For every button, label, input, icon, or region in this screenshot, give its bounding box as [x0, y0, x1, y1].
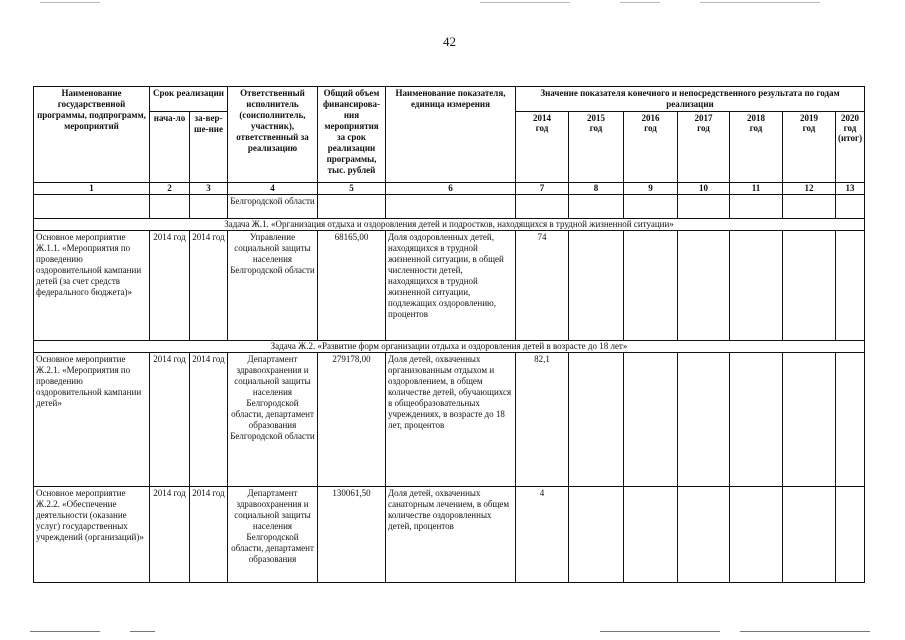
measure-name: Основное мероприятие Ж.1.1. «Мероприятия по проведению оздоровительной кампании детей (за счет средств федерального бюджета)» — [34, 231, 150, 341]
header-row — [34, 87, 865, 112]
scan-edge-line — [40, 2, 100, 3]
page-number: 42 — [443, 34, 456, 49]
header-financing: Общий объем финансирова-ния мероприятия за срок реализации программы, тыс. рублей — [318, 87, 386, 183]
value-2014: 82,1 — [516, 353, 569, 487]
column-number: 5 — [318, 183, 386, 195]
continuation-row — [34, 195, 865, 219]
start-year: 2014 год — [150, 353, 190, 487]
value-2014: 4 — [516, 487, 569, 583]
header-name: Наименование государственной программы, подпрограмм, мероприятий — [34, 87, 150, 183]
scan-edge-line — [600, 631, 720, 632]
end-year: 2014 год — [190, 487, 228, 583]
column-number: 12 — [783, 183, 836, 195]
responsible-executor: Управление социальной защиты населения Белгородской области — [228, 231, 318, 341]
table-row — [34, 353, 865, 487]
column-number: 7 — [516, 183, 569, 195]
value-2014: 74 — [516, 231, 569, 341]
column-number-row — [34, 183, 865, 195]
scan-edge-line — [620, 2, 660, 3]
column-number: 9 — [624, 183, 678, 195]
column-number: 2 — [150, 183, 190, 195]
continuation-cell: Белгородской области — [228, 195, 318, 219]
column-number: 11 — [730, 183, 783, 195]
scan-edge-line — [700, 2, 820, 3]
scan-edge-line — [130, 631, 155, 632]
end-year: 2014 год — [190, 231, 228, 341]
financing-amount: 279178,00 — [318, 353, 386, 487]
header-responsible: Ответственный исполнитель (соисполнитель, участник), ответственный за реализацию — [228, 87, 318, 183]
header-year-2020: 2020 год (итог) — [836, 112, 865, 183]
measure-name: Основное мероприятие Ж.2.1. «Мероприятия по проведению оздоровительной кампании детей» — [34, 353, 150, 487]
indicator-name: Доля детей, охваченных организованным отдыхом и оздоровлением, в общем количестве детей, обучающихся в общеобразовательных учреждениях, в возрасте до 18 лет, процентов — [386, 353, 516, 487]
column-number: 1 — [34, 183, 150, 195]
responsible-executor: Департамент здравоохранения и социальной защиты населения Белгородской области, департамент образования Белгородской области — [228, 353, 318, 487]
header-year-2019: 2019 год — [783, 112, 836, 183]
indicator-name: Доля оздоровленных детей, находящихся в трудной жизненной ситуации, в общей численности детей, находящихся в трудной жизненной ситуации, подлежащих оздоровлению, процентов — [386, 231, 516, 341]
financing-amount: 68165,00 — [318, 231, 386, 341]
header-indicator: Наименование показателя, единица измерения — [386, 87, 516, 183]
start-year: 2014 год — [150, 231, 190, 341]
column-number: 10 — [678, 183, 730, 195]
header-year-2018: 2018 год — [730, 112, 783, 183]
task-title: Задача Ж.2. «Развитие форм организации отдыха и оздоровления детей в возрасте до 18 лет» — [34, 341, 865, 353]
header-year-2016: 2016 год — [624, 112, 678, 183]
task-title: Задача Ж.1. «Организация отдыха и оздоровления детей и подростков, находящихся в трудной жизненной ситуации» — [34, 219, 865, 231]
task-row — [34, 341, 865, 353]
header-year-2017: 2017 год — [678, 112, 730, 183]
column-number: 6 — [386, 183, 516, 195]
scan-edge-line — [740, 631, 870, 632]
financing-amount: 130061,50 — [318, 487, 386, 583]
table-row — [34, 231, 865, 341]
scan-edge-line — [30, 631, 100, 632]
header-year-2015: 2015 год — [569, 112, 624, 183]
column-number: 3 — [190, 183, 228, 195]
header-start: нача-ло — [150, 112, 190, 183]
column-number: 13 — [836, 183, 865, 195]
start-year: 2014 год — [150, 487, 190, 583]
scan-edge-line — [480, 2, 570, 3]
indicator-name: Доля детей, охваченных санаторным лечением, в общем количестве оздоровленных детей, процентов — [386, 487, 516, 583]
measure-name: Основное мероприятие Ж.2.2. «Обеспечение деятельности (оказание услуг) государственных учреждений (организаций)» — [34, 487, 150, 583]
task-row — [34, 219, 865, 231]
header-term: Срок реализации — [150, 87, 228, 112]
end-year: 2014 год — [190, 353, 228, 487]
header-values: Значение показателя конечного и непосредственного результата по годам реализации — [516, 87, 865, 112]
column-number: 8 — [569, 183, 624, 195]
header-end: за-вер-ше-ние — [190, 112, 228, 183]
responsible-executor: Департамент здравоохранения и социальной защиты населения Белгородской области, департамент образования — [228, 487, 318, 583]
results-table — [33, 86, 865, 583]
column-number: 4 — [228, 183, 318, 195]
header-year-2014: 2014 год — [516, 112, 569, 183]
table-row — [34, 487, 865, 583]
